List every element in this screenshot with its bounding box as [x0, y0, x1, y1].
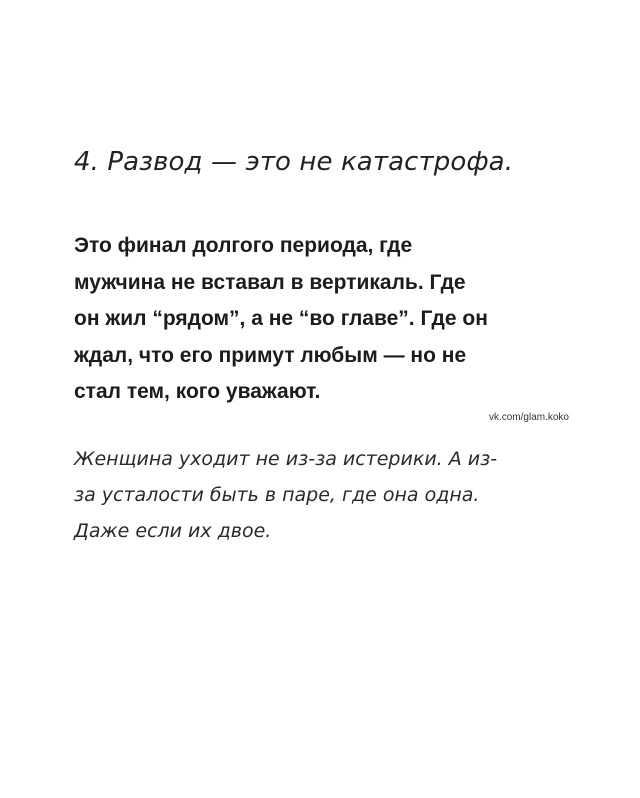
- post-title: 4. Развод — это не катастрофа.: [74, 147, 514, 177]
- body-line: Даже если их двое.: [74, 520, 272, 542]
- body-line: за усталости быть в паре, где она одна.: [74, 484, 480, 506]
- lead-line: Это финал долгого периода, где: [74, 234, 413, 257]
- lead-line: мужчина не вставал в вертикаль. Где: [74, 270, 466, 294]
- source-watermark: vk.com/glam.koko: [488, 412, 569, 423]
- lead-line: стал тем, кого уважают.: [74, 380, 321, 403]
- lead-line: ждал, что его примут любым — но не: [74, 343, 467, 367]
- lead-paragraph: [74, 228, 554, 411]
- lead-line: он жил “рядом”, а не “во главе”. Где он: [74, 307, 488, 330]
- body-line: Женщина уходит не из-за истерики. А из-: [74, 448, 498, 470]
- body-paragraph: [74, 441, 554, 549]
